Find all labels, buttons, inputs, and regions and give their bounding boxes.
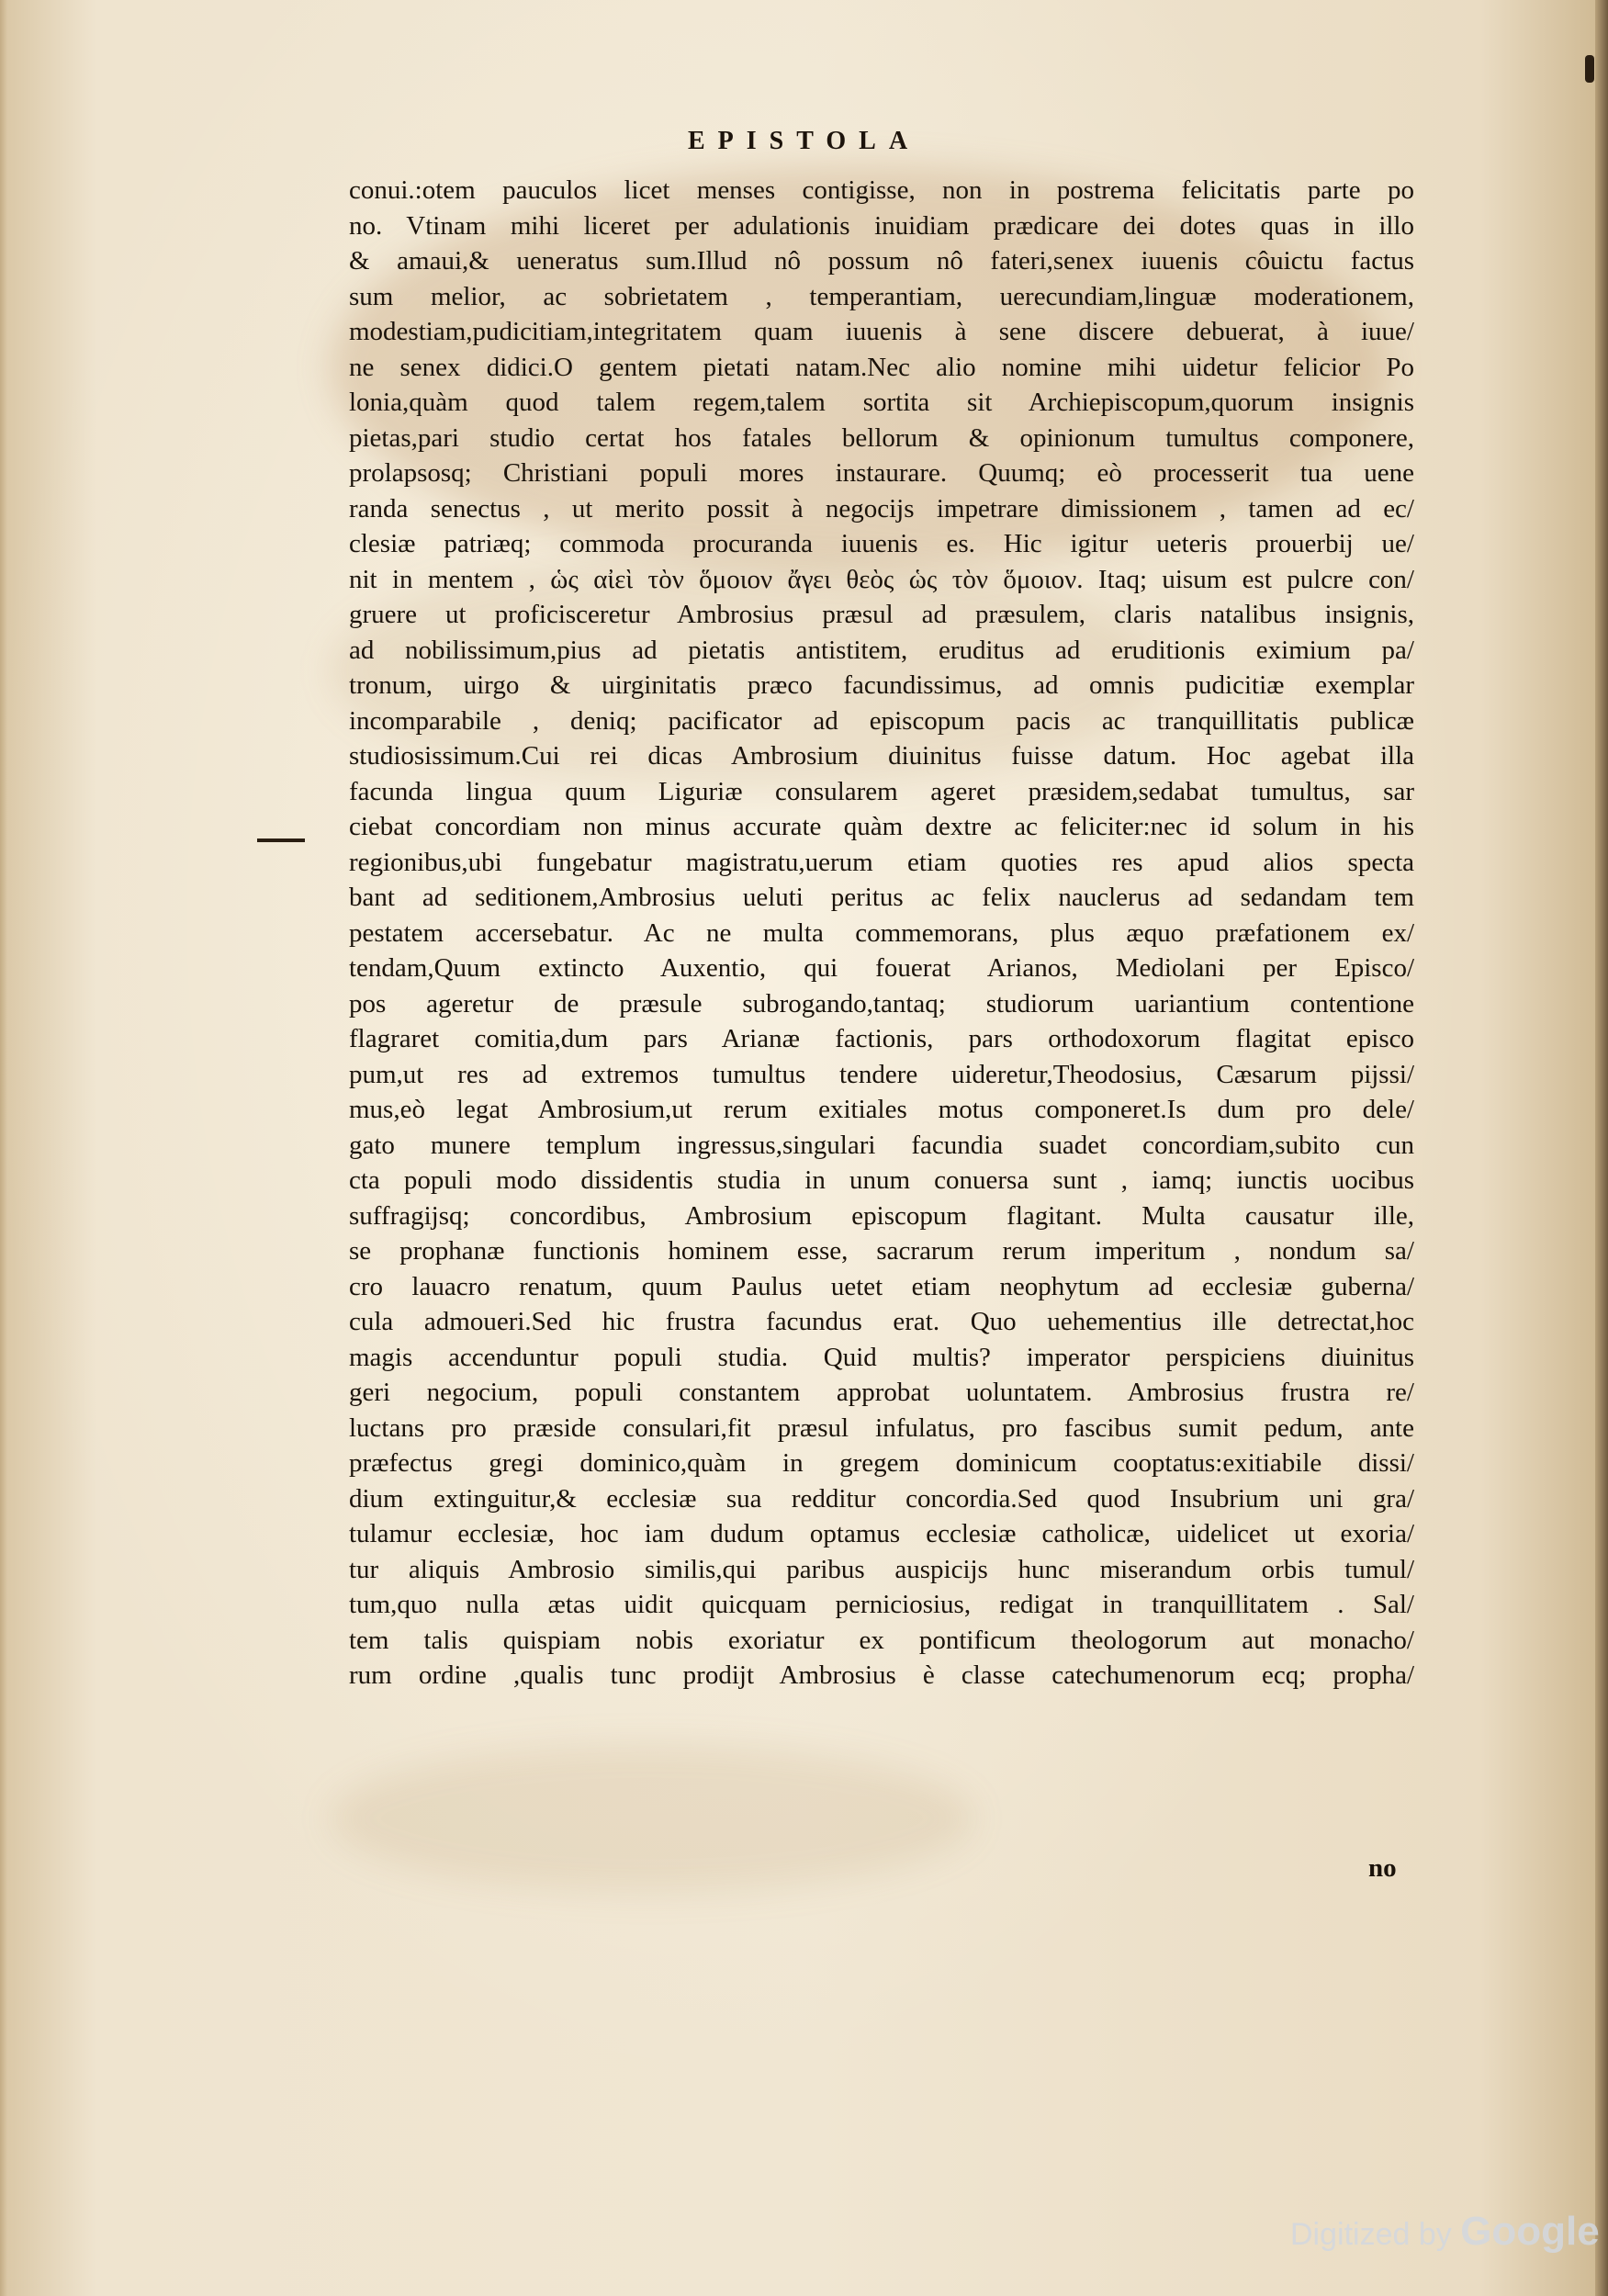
text-line: gato munere templum ingressus,singulari facundia suadet concordiam,subito cun: [349, 1130, 1414, 1160]
text-line: sum melior, ac sobrietatem , temperantiam, uerecundiam,linguæ moderationem,: [349, 281, 1414, 311]
watermark-prefix: Digitized by: [1290, 2217, 1452, 2252]
text-line: tronum, uirgo & uirginitatis præco facundissimus, ad omnis pudicitiæ exemplar: [349, 670, 1414, 700]
text-line: bant ad seditionem,Ambrosius ueluti peritus ac felix nauclerus ad sedandam tem: [349, 883, 1414, 912]
text-line: regionibus,ubi fungebatur magistratu,uerum etiam quoties res apud alios specta: [349, 847, 1414, 877]
text-line: nit in mentem , ὡς αἰεὶ τὸν ὅμοιον ἄγει θεὸς ὡς τὸν ὅμοιον. Itaq; uisum est pulcre con/: [349, 564, 1414, 594]
catchword: no: [1368, 1853, 1397, 1883]
page-left-edge: [0, 0, 7, 2296]
text-line: tur aliquis Ambrosio similis,qui paribus auspicijs hunc miserandum orbis tumul/: [349, 1554, 1414, 1584]
watermark-brand: Google: [1460, 2209, 1600, 2254]
text-line: ne senex didici.O gentem pietati natam.Nec alio nomine mihi uidetur felicior Po: [349, 352, 1414, 382]
text-line: & amaui,& ueneratus sum.Illud nô possum nô fateri,senex iuuenis côuictu factus: [349, 246, 1414, 276]
text-line: pum,ut res ad extremos tumultus tendere uideretur,Theodosius, Cæsarum pijssi/: [349, 1059, 1414, 1089]
text-line: gruere ut proficisceretur Ambrosius præsul ad præsulem, claris natalibus insignis,: [349, 600, 1414, 629]
page-right-edge: [1595, 0, 1608, 2296]
text-line: ciebat concordiam non minus accurate quàm dextre ac feliciter:nec id solum in his: [349, 812, 1414, 841]
digitization-watermark: [1290, 2209, 1600, 2255]
text-line: cro lauacro renatum, quum Paulus uetet etiam neophytum ad ecclesiæ guberna/: [349, 1271, 1414, 1301]
text-line: facunda lingua quum Liguriæ consularem ageret præsidem,sedabat tumultus, sar: [349, 776, 1414, 806]
text-line: suffragijsq; concordibus, Ambrosium episcopum flagitant. Multa causatur ille,: [349, 1200, 1414, 1231]
page-header: EPISTOLA: [687, 127, 921, 155]
text-line: incomparabile , deniq; pacificator ad episcopum pacis ac tranquillitatis publicæ: [349, 705, 1414, 736]
text-line: tulamur ecclesiæ, hoc iam dudum optamus ecclesiæ catholicæ, uidelicet ut exoria/: [349, 1519, 1414, 1548]
text-line: pos ageretur de præsule subrogando,tantaq; studiorum uariantium contentione: [349, 988, 1414, 1019]
water-stain-bottom: [331, 1745, 973, 1892]
text-line: se prophanæ functionis hominem esse, sacrarum rerum imperitum , nondum sa/: [349, 1236, 1414, 1266]
body-text: [349, 173, 1414, 1694]
text-line: prolapsosq; Christiani populi mores instaurare. Quumq; eò processerit tua uene: [349, 458, 1414, 488]
text-line: cula admoueri.Sed hic frustra facundus erat. Quo uehementius ille detrectat,hoc: [349, 1307, 1414, 1336]
text-line: clesiæ patriæq; commoda procuranda iuuenis es. Hic igitur ueteris prouerbij ue/: [349, 529, 1414, 558]
text-line: cta populi modo dissidentis studia in unum conuersa sunt , iamq; iunctis uocibus: [349, 1165, 1414, 1195]
text-line: randa senectus , ut merito possit à negocijs impetrare dimissionem , tamen ad ec/: [349, 493, 1414, 523]
text-line: dium extinguitur,& ecclesiæ sua redditur concordia.Sed quod Insubrium uni gra/: [349, 1483, 1414, 1514]
text-line: mus,eò legat Ambrosium,ut rerum exitiales motus componeret.Is dum pro dele/: [349, 1095, 1414, 1124]
text-line: no. Vtinam mihi liceret per adulationis inuidiam prædicare dei dotes quas in illo: [349, 210, 1414, 241]
margin-mark: [257, 838, 305, 842]
text-line: tem talis quispiam nobis exoriatur ex pontificum theologorum aut monacho/: [349, 1625, 1414, 1655]
text-line: flagraret comitia,dum pars Arianæ factionis, pars orthodoxorum flagitat episco: [349, 1024, 1414, 1053]
text-line: tum,quo nulla ætas uidit quicquam perniciosius, redigat in tranquillitatem . Sal/: [349, 1590, 1414, 1619]
text-line: luctans pro præside consulari,fit præsul infulatus, pro fascibus sumit pedum, ante: [349, 1412, 1414, 1443]
edge-tab-mark: [1585, 55, 1594, 83]
text-line: præfectus gregi dominico,quàm in gregem dominicum cooptatus:exitiabile dissi/: [349, 1448, 1414, 1478]
text-line: geri negocium, populi constantem approbat uoluntatem. Ambrosius frustra re/: [349, 1378, 1414, 1407]
text-line: modestiam,pudicitiam,integritatem quam iuuenis à sene discere debuerat, à iuue/: [349, 317, 1414, 346]
text-line: pietas,pari studio certat hos fatales bellorum & opinionum tumultus componere,: [349, 422, 1414, 453]
text-line: tendam,Quum extincto Auxentio, qui fouerat Arianos, Mediolani per Episco/: [349, 953, 1414, 983]
text-line: studiosissimum.Cui rei dicas Ambrosium diuinitus fuisse datum. Hoc agebat illa: [349, 741, 1414, 771]
text-line: ad nobilissimum,pius ad pietatis antistitem, eruditus ad eruditionis eximium pa/: [349, 635, 1414, 665]
text-line: conui.:otem pauculos licet menses contigisse, non in postrema felicitatis parte po: [349, 175, 1414, 205]
text-line: rum ordine ,qualis tunc prodijt Ambrosius è classe catechumenorum ecq; propha/: [349, 1660, 1414, 1690]
text-line: lonia,quàm quod talem regem,talem sortita sit Archiepiscopum,quorum insignis: [349, 388, 1414, 417]
text-line: magis accenduntur populi studia. Quid multis? imperator perspiciens diuinitus: [349, 1342, 1414, 1372]
text-line: pestatem accersebatur. Ac ne multa commemorans, plus æquo præfationem ex/: [349, 917, 1414, 948]
